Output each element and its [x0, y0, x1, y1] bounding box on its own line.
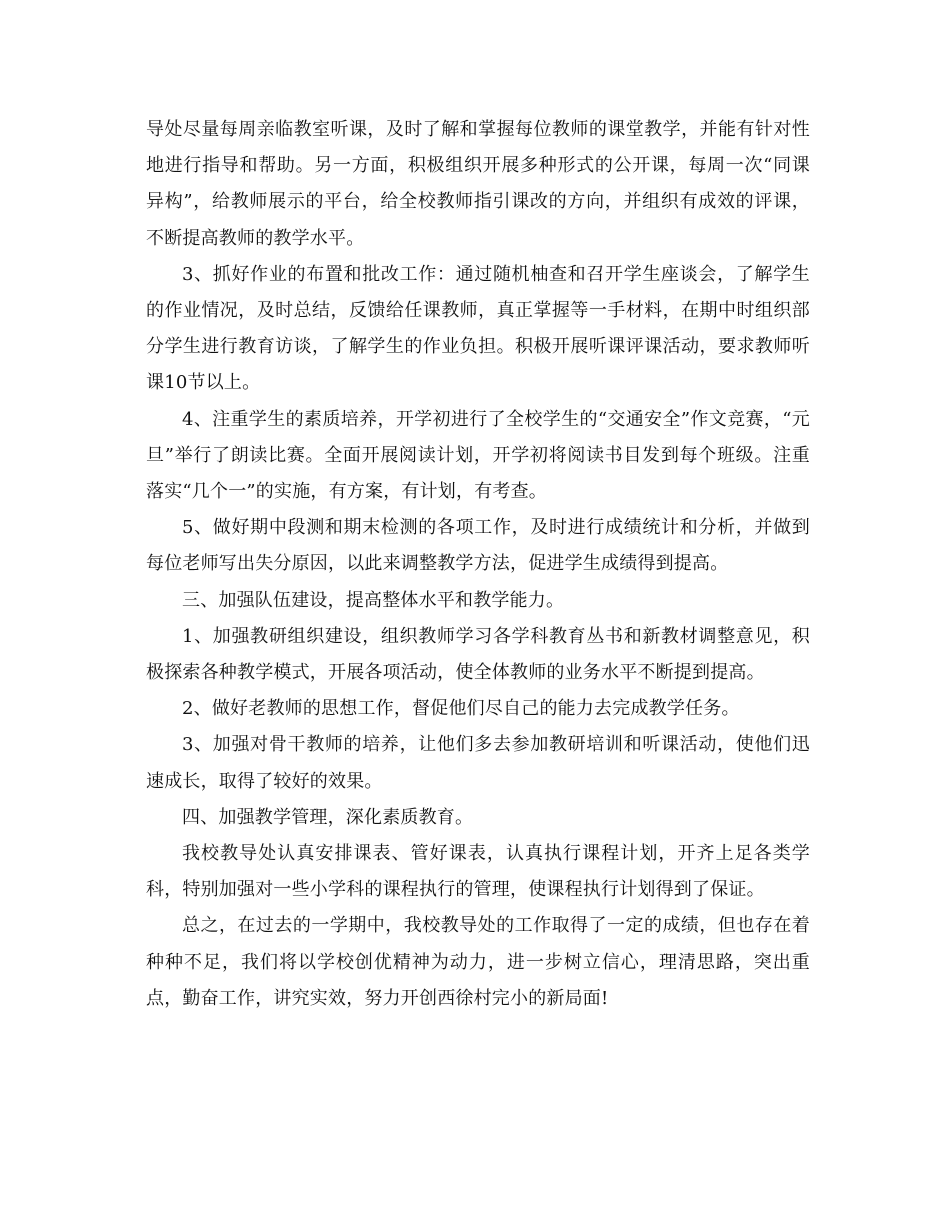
- paragraph-research-groups: 1、加强教研组织建设，组织教师学习各学科教育丛书和新教材调整意见，积极探索各种教学模式，开展各项活动，使全体教师的业务水平不断提到提高。: [146, 625, 810, 684]
- paragraph-key-teachers: 3、加强对骨干教师的培养，让他们多去参加教研培训和听课活动，使他们迅速成长，取得了较好的效果。: [146, 734, 810, 792]
- document-body: [146, 112, 810, 1017]
- paragraph-quality-training: 4、注重学生的素质培养，开学初进行了全校学生的“交通安全”作文竞赛，“元旦”举行了朗读比赛。全面开展阅读计划，开学初将阅读书目发到每个班级。注重落实“几个一”的实施，有方案，有计划，有考查。: [146, 408, 810, 503]
- section-heading-team: 三、加强队伍建设，提高整体水平和教学能力。: [182, 589, 565, 611]
- paragraph-homework: 3、抓好作业的布置和批改工作：通过随机柚查和召开学生座谈会，了解学生的作业情况，及时总结，反馈给任课教师，真正掌握等一手材料，在期中时组织部分学生进行教育访谈，了解学生的作业负担。积极开展听课评课活动，要求教师听课10节以上。: [146, 263, 810, 394]
- paragraph-exams: 5、做好期中段测和期末检测的各项工作，及时进行成绩统计和分析，并做到每位老师写出失分原因，以此来调整教学方法，促进学生成绩得到提高。: [146, 517, 810, 575]
- paragraph-schedule: 我校教导处认真安排课表、管好课表，认真执行课程计划，开齐上足各类学科，特别加强对一些小学科的课程执行的管理，使课程执行计划得到了保证。: [146, 843, 810, 901]
- section-heading-management: 四、加强教学管理，深化素质教育。: [182, 806, 474, 828]
- paragraph-continuation: 导处尽量每周亲临教室听课，及时了解和掌握每位教师的课堂教学，并能有针对性地进行指导和帮助。另一方面，积极组织开展多种形式的公开课，每周一次“同课异构”，给教师展示的平台，给全校教师指引课改的方向，并组织有成效的评课，不断提高教师的教学水平。: [146, 119, 810, 249]
- paragraph-summary: 总之，在过去的一学期中，我校教导处的工作取得了一定的成绩，但也存在着种种不足，我们将以学校创优精神为动力，进一步树立信心，理清思路，突出重点，勤奋工作，讲究实效，努力开创西徐村完小的新局面!: [146, 915, 810, 1009]
- paragraph-senior-teachers: 2、做好老教师的思想工作，督促他们尽自己的能力去完成教学任务。: [182, 698, 740, 720]
